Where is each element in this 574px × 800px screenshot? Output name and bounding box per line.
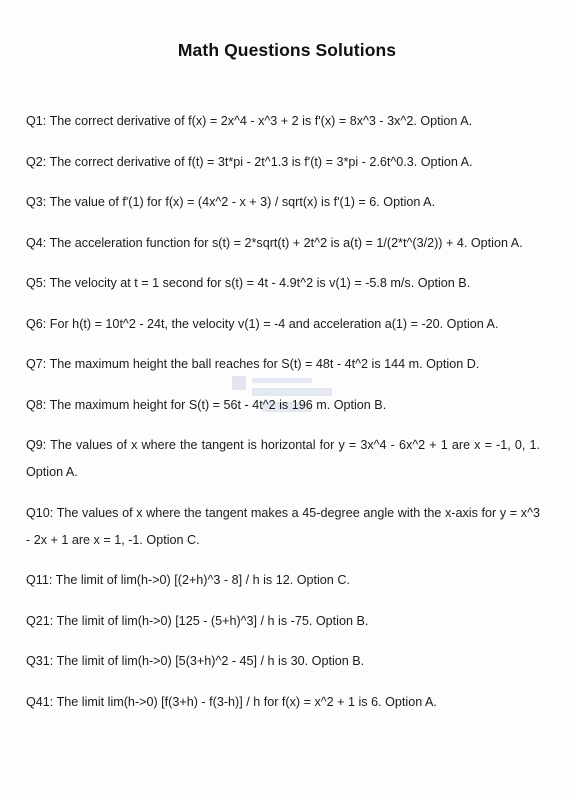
question-q21: Q21: The limit of lim(h->0) [125 - (5+h)^3] / h is -75. Option B.: [26, 613, 369, 628]
question-q3: Q3: The value of f'(1) for f(x) = (4x^2 - x + 3) / sqrt(x) is f'(1) = 6. Option A.: [26, 195, 436, 209]
question-q31: Q31: The limit of lim(h->0) [5(3+h)^2 - 45] / h is 30. Option B.: [26, 654, 365, 668]
question-q10: Q10: The values of x where the tangent makes a 45-degree angle with the x-axis for y = x^3 - 2x + 1 are x = 1, -1. Option C.: [26, 505, 540, 547]
question-q4: Q4: The acceleration function for s(t) = 2*sqrt(t) + 2t^2 is a(t) = 1/(2*t^(3/2)) + 4. Option A.: [26, 235, 523, 250]
question-q1: Q1: The correct derivative of f(x) = 2x^4 - x^3 + 2 is f'(x) = 8x^3 - 3x^2. Option A.: [26, 114, 473, 128]
question-q41: Q41: The limit lim(h->0) [f(3+h) - f(3-h)] / h for f(x) = x^2 + 1 is 6. Option A.: [26, 694, 437, 709]
question-q9: Q9: The values of x where the tangent is horizontal for y = 3x^4 - 6x^2 + 1 are x = -1, 0, 1. Option A.: [26, 438, 540, 479]
question-q5: Q5: The velocity at t = 1 second for s(t) = 4t - 4.9t^2 is v(1) = -5.8 m/s. Option B.: [26, 276, 471, 290]
question-q8: Q8: The maximum height for S(t) = 56t - 4t^2 is 196 m. Option B.: [26, 397, 387, 412]
question-q6: Q6: For h(t) = 10t^2 - 24t, the velocity v(1) = -4 and acceleration a(1) = -20. Option A.: [26, 316, 499, 331]
page-title: Math Questions Solutions: [177, 40, 397, 60]
question-q7: Q7: The maximum height the ball reaches for S(t) = 48t - 4t^2 is 144 m. Option D.: [26, 357, 480, 371]
question-q11: Q11: The limit of lim(h->0) [(2+h)^3 - 8] / h is 12. Option C.: [26, 573, 350, 587]
question-q2: Q2: The correct derivative of f(t) = 3t*pi - 2t^1.3 is f'(t) = 3*pi - 2.6t^0.3. Option A.: [26, 154, 473, 169]
questions-list: [26, 108, 540, 729]
